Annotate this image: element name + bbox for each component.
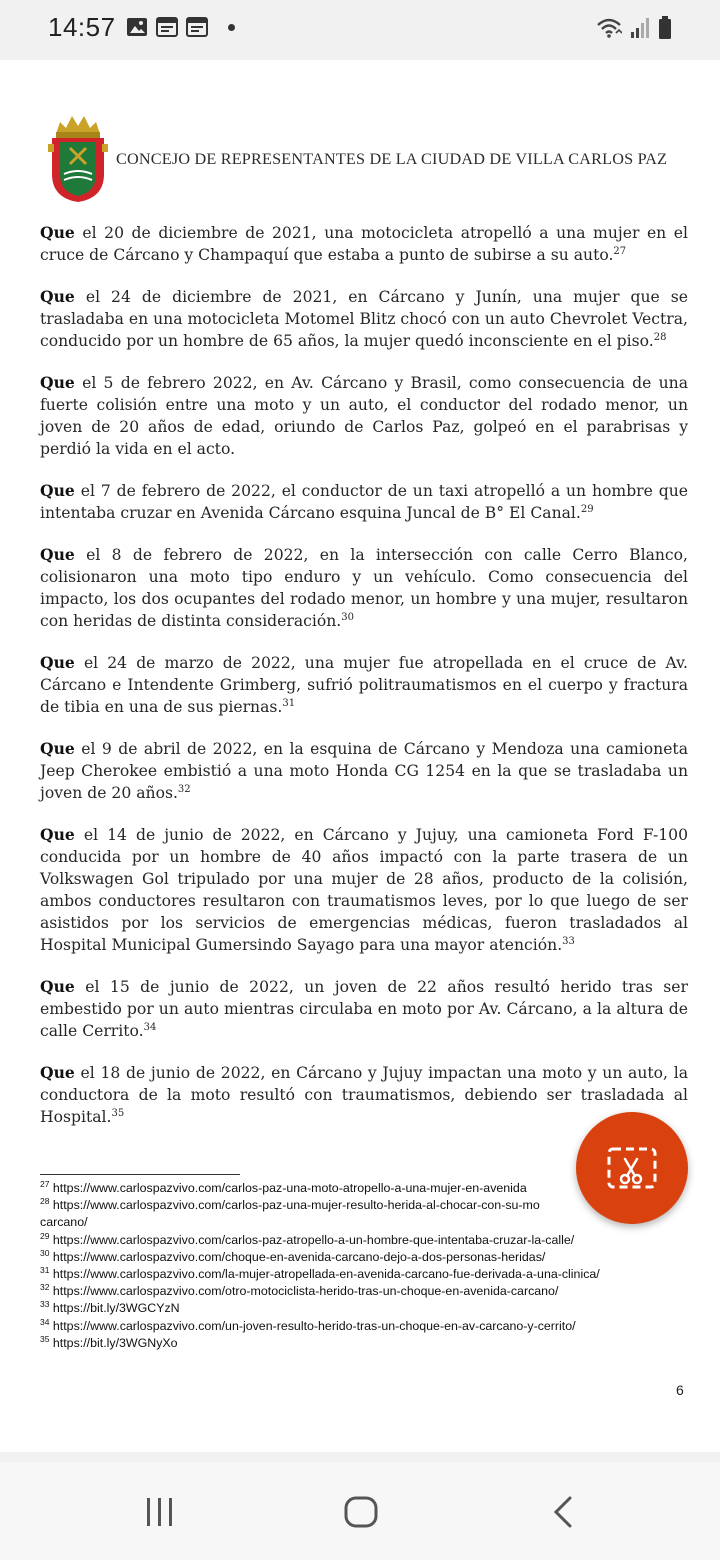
footnote-ref[interactable]: 28 [653,331,667,343]
paragraph-lead: Que [40,287,75,306]
letterhead [46,114,668,206]
calendar-icon [156,17,178,37]
page-number: 6 [676,1382,684,1398]
footnote-ref[interactable]: 30 [341,611,354,623]
system-icons [596,16,672,40]
paragraph-lead: Que [40,1063,75,1082]
paragraph [40,976,688,1042]
footnote[interactable] [40,1232,700,1249]
image-icon [126,17,148,37]
footnote-number: 34 [40,1317,50,1327]
paragraph [40,824,688,956]
paragraph [40,286,688,352]
footnote-number: 27 [40,1180,50,1189]
footnote-number: 30 [40,1248,50,1258]
dot-icon [228,24,235,31]
paragraph [40,738,688,804]
paragraph [40,222,688,266]
footnote-divider [40,1174,240,1175]
footnote-number: 35 [40,1334,50,1344]
paragraph-text: el 5 de febrero 2022, en Av. Cárcano y Brasil, como consecuencia de una fuerte colisión entre una moto y un auto, el conductor del rodado menor, un joven de 20 años de edad, oriundo de Carlos Paz, golpeó en el parabrisas y perdió la vida en el acto. [40,374,688,458]
footnote[interactable] [40,1300,700,1317]
home-icon[interactable] [344,1496,378,1528]
paragraph [40,372,688,460]
paragraph [40,652,688,718]
paragraph-text: el 8 de febrero de 2022, en la intersección con calle Cerro Blanco, colisionaron una moto tipo enduro y un vehículo. Como consecuencia del impacto, los dos ocupantes del rodado menor, un hombre y una mujer, resultaron con heridas de distinta consideración. [40,546,688,630]
paragraph-text: el 24 de diciembre de 2021, en Cárcano y Junín, una mujer que se trasladaba en una motocicleta Motomel Blitz chocó con un auto Chevrolet Vectra, conducido por un hombre de 65 años, la mujer quedó inconsciente en el piso. [40,288,688,350]
paragraph-lead: Que [40,977,75,996]
paragraph-text: el 20 de diciembre de 2021, una motocicleta atropelló a una mujer en el cruce de Cárcano y Champaquí que estaba a punto de subirse a su auto. [40,224,688,264]
footnote-link[interactable]: https://www.carlospazvivo.com/carlos-paz-una-moto-atropello-a-una-mujer-en-avenida [49,1181,527,1195]
paragraph-lead: Que [40,545,75,564]
footnote-number: 29 [40,1231,50,1241]
paragraph [40,480,688,524]
footnote-number: 31 [40,1266,50,1275]
paragraph-lead: Que [40,825,75,844]
screenshot-scissors-icon [606,1146,658,1190]
footnote-ref[interactable]: 33 [562,935,575,947]
status-bar [0,0,720,56]
footnote[interactable] [40,1249,700,1266]
paragraph-lead: Que [40,481,75,500]
footnote-link[interactable]: https://www.carlospazvivo.com/choque-en-avenida-carcano-dejo-a-dos-personas-heridas/ [49,1249,546,1264]
paragraph-text: el 7 de febrero de 2022, el conductor de un taxi atropelló a un hombre que intentaba cruzar en Avenida Cárcano esquina Juncal de B° El Canal. [40,482,688,522]
footnote-ref[interactable]: 32 [177,783,191,795]
paragraph-text: el 24 de marzo de 2022, una mujer fue atropellada en el cruce de Av. Cárcano e Intendente Grimberg, sufrió politraumatismos en el cuerpo y fractura de tibia en una de sus piernas. [40,654,688,716]
document-body [40,222,688,1148]
paragraph [40,1062,688,1128]
footnote-ref[interactable]: 31 [282,697,296,709]
footnote-link[interactable]: https://www.carlospazvivo.com/un-joven-resulto-herido-tras-un-choque-en-av-carcano-y-cerrito/ [49,1318,576,1333]
paragraph-text: el 9 de abril de 2022, en la esquina de Cárcano y Mendoza una camioneta Jeep Cherokee embistió a una moto Honda CG 1254 en la que se trasladaba un joven de 20 años. [40,740,688,802]
battery-icon [658,16,672,40]
paragraph-lead: Que [40,223,75,242]
footnote-link[interactable]: https://bit.ly/3WGNyXo [49,1335,178,1350]
footnote-link[interactable]: https://bit.ly/3WGCYzN [49,1301,180,1316]
wifi-icon [596,17,622,39]
signal-icon [630,17,650,39]
footnote-ref[interactable]: 34 [143,1021,157,1033]
footnote-ref[interactable]: 27 [613,245,627,257]
recents-icon[interactable] [145,1496,175,1528]
footnote-ref[interactable]: 35 [111,1107,125,1119]
footnote-number: 32 [40,1283,50,1293]
footnote[interactable] [40,1214,700,1231]
footnote-ref[interactable]: 29 [580,503,594,515]
footnote-number: 33 [40,1300,50,1310]
screenshot-capture-button[interactable] [576,1112,688,1224]
paragraph-lead: Que [40,653,75,672]
paragraph [40,544,688,632]
footnote[interactable] [40,1318,700,1335]
paragraph-lead: Que [40,373,75,392]
paragraph-lead: Que [40,739,75,758]
footnote-link[interactable]: https://www.carlospazvivo.com/carlos-paz-atropello-a-un-hombre-que-intentaba-cruzar-la-calle/ [49,1232,575,1247]
footnote[interactable] [40,1283,700,1300]
footnote-link[interactable]: https://www.carlospazvivo.com/otro-motociclista-herido-tras-un-choque-en-avenida-carcano/ [49,1284,559,1299]
footnote-link[interactable]: https://www.carlospazvivo.com/la-mujer-atropellada-en-avenida-carcano-fue-derivada-a-una-clinica/ [49,1267,600,1282]
letterhead-title: CONCEJO DE REPRESENTANTES DE LA CIUDAD DE VILLA CARLOS PAZ [116,150,668,168]
footnote-number: 28 [40,1197,50,1207]
status-time: 14:57 [48,12,116,42]
paragraph-text: el 14 de junio de 2022, en Cárcano y Jujuy, una camioneta Ford F-100 conducida por un hombre de 40 años impactó con la parte trasera de un Volkswagen Gol tripulado por una mujer de 28 años, producto de la colisión, ambos conductores resultaron con traumatismos leves, por lo que luego de ser asistidos por los servicios de emergencias médicas, fueron trasladados al Hospital Municipal Gumersindo Sayago para una mayor atención. [40,826,688,954]
footnote[interactable] [40,1266,700,1283]
paragraph-text: el 15 de junio de 2022, un joven de 22 años resultó herido tras ser embestido por un auto mientras circulaba en moto por Av. Cárcano, a la altura de calle Cerrito. [40,978,688,1040]
document-page [0,60,720,1452]
notification-icons [126,17,235,37]
coat-of-arms-logo [46,114,110,204]
footnote[interactable] [40,1335,700,1352]
footnote-link[interactable]: carcano/ [40,1215,88,1230]
navigation-bar [0,1462,720,1560]
paragraph-text: el 18 de junio de 2022, en Cárcano y Jujuy impactan una moto y un auto, la conductora de la moto resultó con traumatismos, debiendo ser trasladada al Hospital. [40,1064,688,1126]
calendar-icon [186,17,208,37]
footnote-link[interactable]: https://www.carlospazvivo.com/carlos-paz-una-mujer-resulto-herida-al-chocar-con-su-mo [49,1198,540,1213]
back-icon[interactable] [552,1496,574,1528]
